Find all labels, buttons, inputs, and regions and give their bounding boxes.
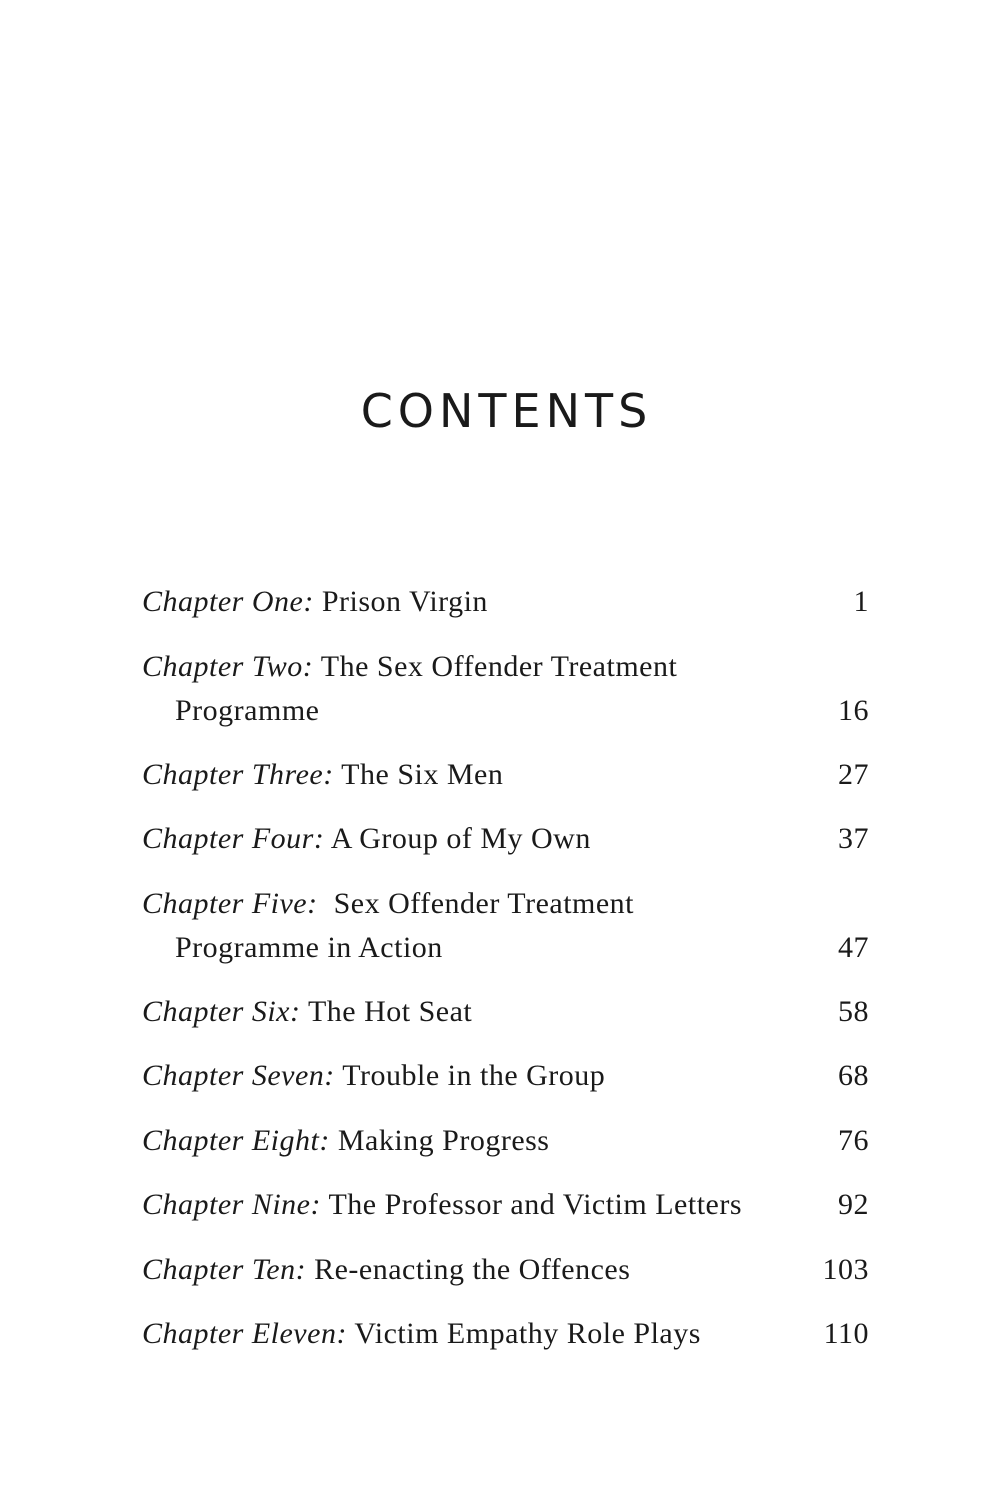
chapter-number: Chapter Two:	[142, 649, 314, 683]
toc-entry	[142, 990, 869, 1055]
page-number: 27	[838, 757, 869, 791]
chapter-number: Chapter Ten:	[142, 1252, 307, 1286]
chapter-title: Prison Virgin	[321, 585, 488, 618]
toc-entry	[142, 817, 869, 882]
chapter-number: Chapter Four:	[142, 822, 325, 855]
toc-entry-text	[142, 753, 792, 797]
chapter-title: Victim Empathy Role Plays	[354, 1317, 701, 1350]
chapter-title: A Group of My Own	[330, 822, 591, 855]
toc-entry-text	[142, 1248, 792, 1292]
page-number: 37	[838, 822, 869, 855]
chapter-number: Chapter Nine:	[142, 1188, 321, 1221]
chapter-title-continuation: Programme in Action	[175, 930, 443, 964]
chapter-number: Chapter Seven:	[142, 1059, 335, 1092]
chapter-number: Chapter One:	[142, 585, 314, 618]
toc-entry-text	[142, 1312, 792, 1356]
table-of-contents	[142, 580, 869, 1377]
toc-entry	[142, 1183, 869, 1248]
toc-entry	[142, 753, 869, 818]
toc-entry	[142, 1054, 869, 1119]
page-number: 58	[838, 994, 869, 1028]
page-number: 110	[823, 1317, 869, 1350]
toc-entry-text	[142, 1183, 792, 1227]
chapter-number: Chapter Three:	[142, 757, 334, 791]
chapter-title: Trouble in the Group	[342, 1059, 606, 1092]
toc-entry	[142, 1312, 869, 1377]
chapter-number: Chapter Six:	[142, 994, 301, 1028]
toc-entry	[142, 1248, 869, 1313]
page-number: 16	[838, 693, 869, 727]
chapter-number: Chapter Five:	[142, 886, 318, 920]
toc-entry-text	[142, 882, 792, 970]
chapter-title: The Sex Offender Treatment	[320, 649, 678, 683]
toc-entry	[142, 1119, 869, 1184]
toc-entry-text	[142, 645, 792, 733]
chapter-title: Sex Offender Treatment	[333, 886, 635, 920]
toc-entry	[142, 882, 869, 990]
toc-entry-text	[142, 580, 792, 624]
chapter-title: The Six Men	[341, 757, 504, 791]
chapter-title: The Hot Seat	[307, 994, 473, 1028]
chapter-number: Chapter Eleven:	[142, 1317, 347, 1350]
page-number: 103	[822, 1252, 869, 1286]
chapter-title: Making Progress	[337, 1123, 550, 1157]
page-number: 1	[853, 585, 869, 618]
toc-entry	[142, 580, 869, 645]
toc-entry-text	[142, 1054, 792, 1098]
toc-entry	[142, 645, 869, 753]
toc-entry-text	[142, 1119, 792, 1163]
chapter-title: Re-enacting the Offences	[314, 1252, 631, 1286]
page-number: 92	[838, 1188, 869, 1221]
toc-entry-text	[142, 817, 792, 861]
toc-entry-text	[142, 990, 792, 1034]
chapter-title: The Professor and Victim Letters	[328, 1188, 743, 1221]
page-title: CONTENTS	[360, 383, 653, 438]
page-number: 47	[838, 930, 869, 964]
chapter-number: Chapter Eight:	[142, 1123, 330, 1157]
page-number: 68	[838, 1059, 869, 1092]
chapter-title-continuation: Programme	[175, 693, 320, 727]
page-number: 76	[838, 1123, 869, 1157]
